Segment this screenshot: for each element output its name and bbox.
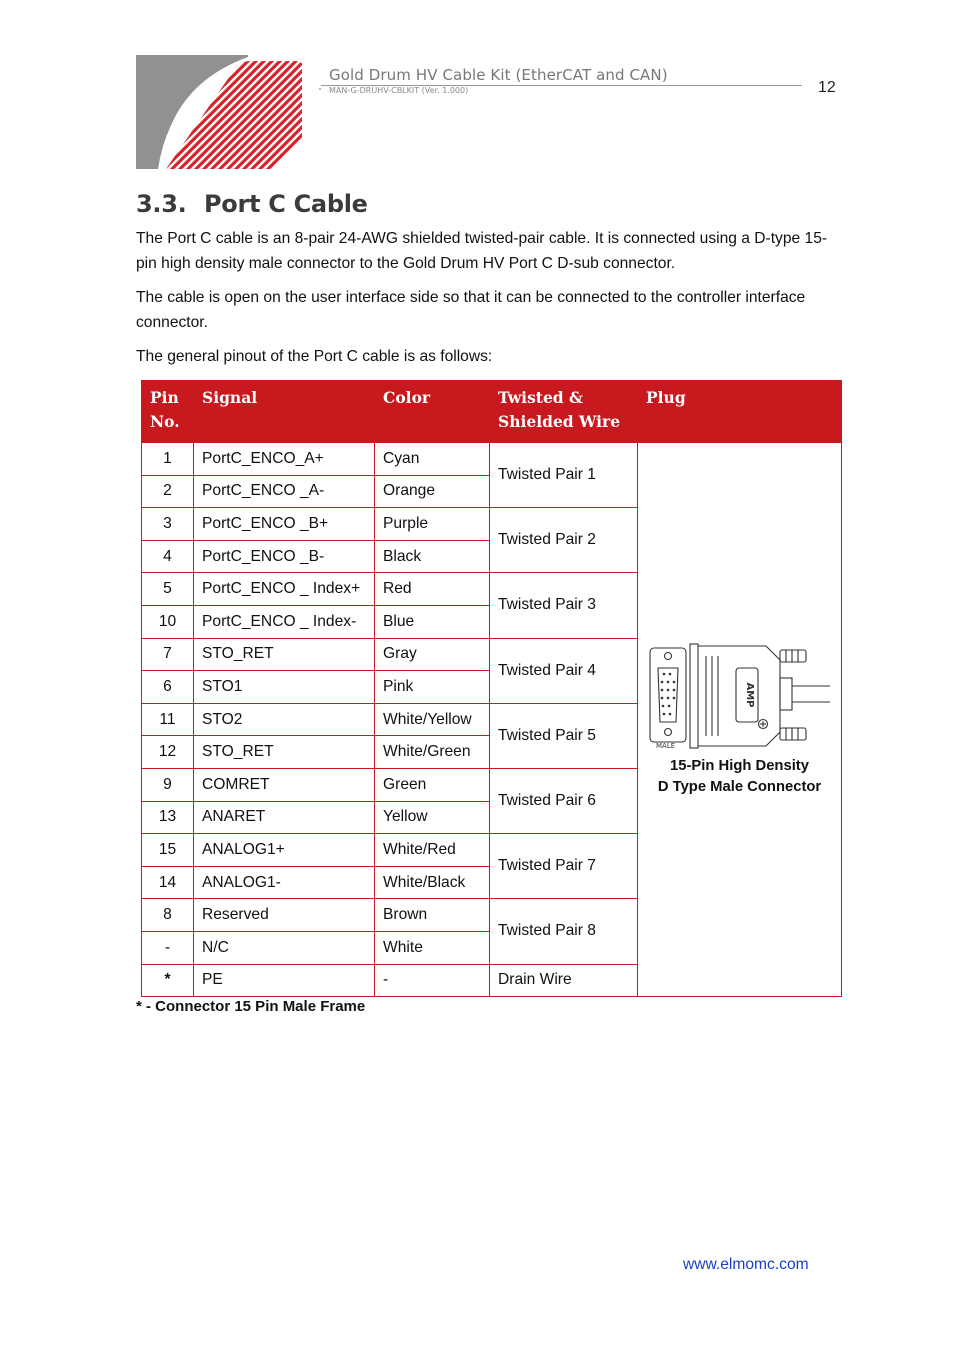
plug-caption-line1: 15-Pin High Density [670,757,809,774]
pin-cell: 13 [142,801,194,834]
pin-cell: 3 [142,508,194,541]
plug-caption-line2: D Type Male Connector [657,778,822,795]
pair-cell: Twisted Pair 8 [490,899,638,964]
signal-cell: Reserved [194,899,375,932]
color-cell: - [375,964,490,997]
pin-cell: 10 [142,605,194,638]
plug-cell [638,443,842,997]
signal-cell: COMRET [194,768,375,801]
pin-cell: * [142,964,194,997]
signal-cell: STO_RET [194,736,375,769]
page-number: 12 [818,79,836,96]
color-cell: Pink [375,671,490,704]
header-signal: Signal [194,381,375,443]
color-cell: Black [375,540,490,573]
pinout-table [141,380,842,997]
section-heading [136,190,368,218]
color-cell: Purple [375,508,490,541]
paragraph-open-side: The cable is open on the user interface side so that it can be connected to the controller interface connector. [136,289,806,331]
signal-cell: STO_RET [194,638,375,671]
pair-cell: Twisted Pair 6 [490,768,638,833]
color-cell: White/Black [375,866,490,899]
header-twisted-line2: Shielded Wire [498,412,621,431]
signal-cell: PE [194,964,375,997]
pin-cell: 12 [142,736,194,769]
header-plug: Plug [638,381,842,443]
section-title: Port C Cable [204,190,368,218]
color-cell: Yellow [375,801,490,834]
table-header-row [142,381,842,443]
pin-cell: 11 [142,703,194,736]
signal-cell: PortC_ENCO _B- [194,540,375,573]
pin-cell: 8 [142,899,194,932]
color-cell: Green [375,768,490,801]
signal-cell: ANALOG1+ [194,834,375,867]
brand-label: AMP [743,682,755,708]
pin-cell: 9 [142,768,194,801]
pair-cell: Twisted Pair 7 [490,834,638,899]
color-cell: Blue [375,605,490,638]
color-cell: Orange [375,475,490,508]
table-footnote: * - Connector 15 Pin Male Frame [136,998,366,1015]
pair-cell: Twisted Pair 3 [490,573,638,638]
signal-cell: PortC_ENCO_A+ [194,443,375,476]
signal-cell: PortC_ENCO _B+ [194,508,375,541]
signal-cell: STO2 [194,703,375,736]
color-cell: White [375,931,490,964]
header-pin-line1: Pin [150,388,179,407]
male-label: MALE [655,741,675,750]
table-row [142,443,842,476]
header-pin-line2: No. [150,412,180,431]
header-twisted [490,381,638,443]
header-color: Color [375,381,490,443]
signal-cell: PortC_ENCO _ Index- [194,605,375,638]
pair-cell: Twisted Pair 2 [490,508,638,573]
header-doc-id: MAN-G-DRUHV-CBLKIT (Ver. 1.000) [329,86,469,95]
header-title: Gold Drum HV Cable Kit (EtherCAT and CAN) [329,66,668,84]
pin-cell: - [142,931,194,964]
header-dot [319,88,321,90]
color-cell: White/Yellow [375,703,490,736]
color-cell: Brown [375,899,490,932]
pin-cell: 4 [142,540,194,573]
pin-cell: 15 [142,834,194,867]
plug-caption [638,756,841,798]
pin-cell: 6 [142,671,194,704]
color-cell: Gray [375,638,490,671]
pin-cell: 2 [142,475,194,508]
header-pin-no [142,381,194,443]
pin-cell: 7 [142,638,194,671]
color-cell: Cyan [375,443,490,476]
color-cell: White/Green [375,736,490,769]
d-sub-15-pin-connector-icon [648,642,832,750]
signal-cell: ANALOG1- [194,866,375,899]
signal-cell: STO1 [194,671,375,704]
pin-cell: 14 [142,866,194,899]
drain-cell: Drain Wire [490,964,638,997]
pair-cell: Twisted Pair 5 [490,703,638,768]
pair-cell: Twisted Pair 1 [490,443,638,508]
section-number: 3.3. [136,190,187,218]
color-cell: White/Red [375,834,490,867]
header-twisted-line1: Twisted & [498,388,584,407]
paragraph-pinout-intro: The general pinout of the Port C cable is as follows: [136,348,493,365]
signal-cell: ANARET [194,801,375,834]
signal-cell: PortC_ENCO _A- [194,475,375,508]
color-cell: Red [375,573,490,606]
pair-cell: Twisted Pair 4 [490,638,638,703]
paragraph-description: The Port C cable is an 8-pair 24-AWG shielded twisted-pair cable. It is connected using a D-type 15-pin high density male connector to the Gold Drum HV Port C D-sub connector. [136,230,828,272]
signal-cell: PortC_ENCO _ Index+ [194,573,375,606]
footer-website-link[interactable]: www.elmomc.com [683,1256,809,1273]
pin-cell: 5 [142,573,194,606]
pin-cell: 1 [142,443,194,476]
elmo-logo [136,55,320,169]
signal-cell: N/C [194,931,375,964]
